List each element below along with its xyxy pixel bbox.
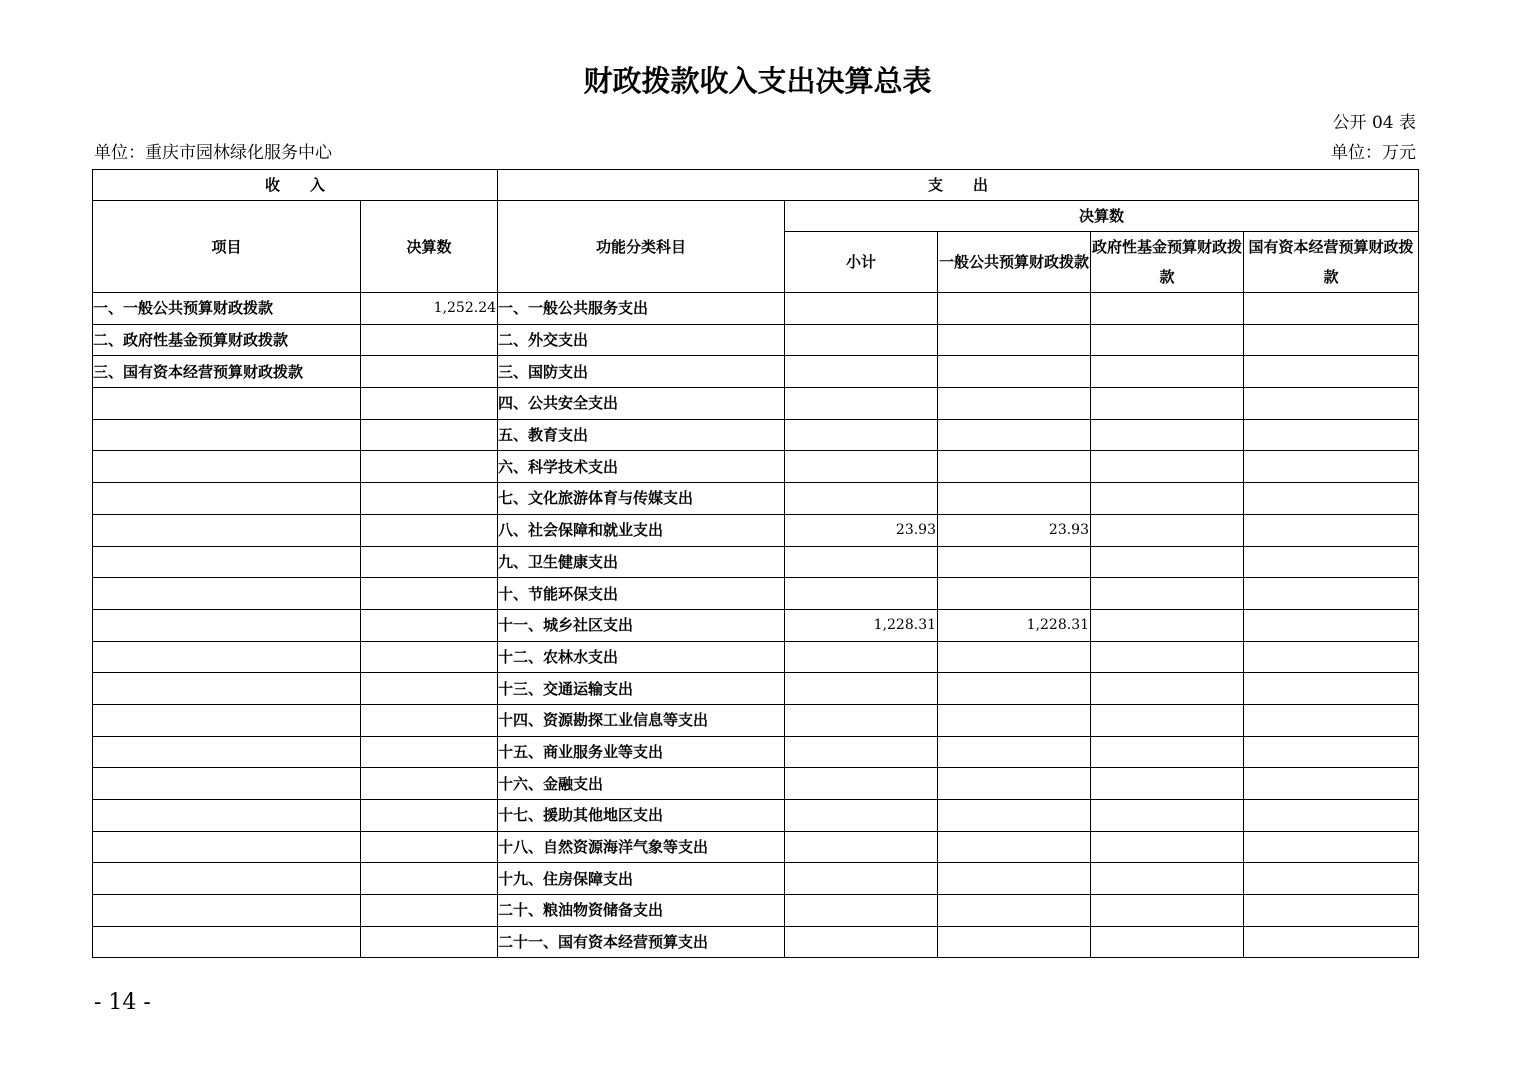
subtotal-cell: [785, 388, 938, 420]
general-budget-cell: [938, 324, 1091, 356]
page-number: - 14 -: [94, 990, 151, 1015]
subtotal-cell: [785, 831, 938, 863]
gov-fund-cell: [1091, 926, 1244, 958]
table-row: [93, 641, 1419, 673]
income-amount-cell: [361, 578, 498, 610]
state-capital-cell: [1244, 831, 1419, 863]
subtotal-cell: [785, 736, 938, 768]
table-row: [93, 514, 1419, 546]
income-amount-cell: [361, 863, 498, 895]
expense-item-cell: 三、国防支出: [498, 356, 785, 388]
income-item-cell: [93, 736, 361, 768]
general-budget-cell: [938, 293, 1091, 325]
state-capital-cell: [1244, 704, 1419, 736]
gov-fund-cell: [1091, 578, 1244, 610]
income-amount-cell: [361, 673, 498, 705]
income-item-cell: [93, 768, 361, 800]
budget-table: [92, 169, 1419, 958]
expense-item-cell: 十八、自然资源海洋气象等支出: [498, 831, 785, 863]
general-budget-cell: [938, 546, 1091, 578]
header-final-amount: 决算数: [785, 201, 1419, 232]
general-budget-cell: [938, 831, 1091, 863]
income-item-cell: [93, 895, 361, 927]
income-item-cell: 二、政府性基金预算财政拨款: [93, 324, 361, 356]
gov-fund-cell: [1091, 388, 1244, 420]
subtotal-cell: 1,228.31: [785, 609, 938, 641]
subtotal-cell: [785, 926, 938, 958]
subtotal-cell: [785, 704, 938, 736]
expense-item-cell: 十、节能环保支出: [498, 578, 785, 610]
gov-fund-cell: [1091, 483, 1244, 515]
state-capital-cell: [1244, 641, 1419, 673]
general-budget-cell: [938, 704, 1091, 736]
table-row: [93, 609, 1419, 641]
income-amount-cell: [361, 800, 498, 832]
gov-fund-cell: [1091, 293, 1244, 325]
income-item-cell: [93, 451, 361, 483]
subtotal-cell: [785, 324, 938, 356]
state-capital-cell: [1244, 388, 1419, 420]
expense-item-cell: 十三、交通运输支出: [498, 673, 785, 705]
state-capital-cell: [1244, 800, 1419, 832]
state-capital-cell: [1244, 356, 1419, 388]
table-row: [93, 388, 1419, 420]
table-row: [93, 578, 1419, 610]
general-budget-cell: [938, 926, 1091, 958]
header-func-category: 功能分类科目: [498, 201, 785, 293]
state-capital-cell: [1244, 324, 1419, 356]
gov-fund-cell: [1091, 704, 1244, 736]
general-budget-cell: [938, 356, 1091, 388]
table-row: [93, 800, 1419, 832]
state-capital-cell: [1244, 895, 1419, 927]
table-row: [93, 293, 1419, 325]
gov-fund-cell: [1091, 641, 1244, 673]
income-item-cell: [93, 800, 361, 832]
header-amount: 决算数: [361, 201, 498, 293]
general-budget-cell: [938, 768, 1091, 800]
general-budget-cell: 1,228.31: [938, 609, 1091, 641]
table-row: [93, 863, 1419, 895]
state-capital-cell: [1244, 546, 1419, 578]
gov-fund-cell: [1091, 609, 1244, 641]
expense-item-cell: 十六、金融支出: [498, 768, 785, 800]
general-budget-cell: [938, 419, 1091, 451]
state-capital-cell: [1244, 926, 1419, 958]
general-budget-cell: [938, 641, 1091, 673]
income-item-cell: [93, 831, 361, 863]
general-budget-cell: 23.93: [938, 514, 1091, 546]
table-row: [93, 895, 1419, 927]
income-amount-cell: [361, 768, 498, 800]
gov-fund-cell: [1091, 831, 1244, 863]
gov-fund-cell: [1091, 514, 1244, 546]
income-amount-cell: [361, 388, 498, 420]
income-amount-cell: [361, 546, 498, 578]
table-row: [93, 831, 1419, 863]
state-capital-cell: [1244, 419, 1419, 451]
subtotal-cell: [785, 673, 938, 705]
general-budget-cell: [938, 578, 1091, 610]
table-row: [93, 704, 1419, 736]
subtotal-cell: [785, 356, 938, 388]
general-budget-cell: [938, 895, 1091, 927]
header-subtotal: 小计: [785, 232, 938, 293]
table-row: [93, 673, 1419, 705]
subtotal-cell: [785, 895, 938, 927]
income-item-cell: [93, 609, 361, 641]
expense-item-cell: 二十、粮油物资储备支出: [498, 895, 785, 927]
gov-fund-cell: [1091, 451, 1244, 483]
gov-fund-cell: [1091, 895, 1244, 927]
expense-item-cell: 十九、住房保障支出: [498, 863, 785, 895]
income-amount-cell: 1,252.24: [361, 293, 498, 325]
subtotal-cell: [785, 578, 938, 610]
subtotal-cell: [785, 451, 938, 483]
income-item-cell: [93, 641, 361, 673]
header-expense: 支 出: [498, 170, 1419, 201]
table-row: [93, 926, 1419, 958]
expense-item-cell: 七、文化旅游体育与传媒支出: [498, 483, 785, 515]
state-capital-cell: [1244, 736, 1419, 768]
subtotal-cell: [785, 863, 938, 895]
expense-item-cell: 二、外交支出: [498, 324, 785, 356]
general-budget-cell: [938, 800, 1091, 832]
table-row: [93, 483, 1419, 515]
table-row: [93, 451, 1419, 483]
state-capital-cell: [1244, 863, 1419, 895]
gov-fund-cell: [1091, 546, 1244, 578]
income-item-cell: [93, 673, 361, 705]
subtotal-cell: [785, 293, 938, 325]
header-income: 收 入: [93, 170, 498, 201]
general-budget-cell: [938, 736, 1091, 768]
income-amount-cell: [361, 895, 498, 927]
header-item: 项目: [93, 201, 361, 293]
general-budget-cell: [938, 451, 1091, 483]
form-code: 公开 04 表: [1332, 113, 1416, 133]
income-item-cell: [93, 704, 361, 736]
gov-fund-cell: [1091, 768, 1244, 800]
expense-item-cell: 八、社会保障和就业支出: [498, 514, 785, 546]
income-amount-cell: [361, 483, 498, 515]
gov-fund-cell: [1091, 419, 1244, 451]
subtotal-cell: [785, 768, 938, 800]
gov-fund-cell: [1091, 356, 1244, 388]
state-capital-cell: [1244, 483, 1419, 515]
expense-item-cell: 五、教育支出: [498, 419, 785, 451]
income-amount-cell: [361, 514, 498, 546]
income-amount-cell: [361, 356, 498, 388]
table-row: [93, 419, 1419, 451]
expense-item-cell: 十四、资源勘探工业信息等支出: [498, 704, 785, 736]
table-row: [93, 546, 1419, 578]
gov-fund-cell: [1091, 673, 1244, 705]
expense-item-cell: 十七、援助其他地区支出: [498, 800, 785, 832]
state-capital-cell: [1244, 673, 1419, 705]
income-amount-cell: [361, 704, 498, 736]
expense-item-cell: 四、公共安全支出: [498, 388, 785, 420]
subtotal-cell: [785, 641, 938, 673]
subtotal-cell: [785, 546, 938, 578]
unit-currency: 单位：万元: [1331, 143, 1416, 163]
income-item-cell: [93, 863, 361, 895]
income-amount-cell: [361, 609, 498, 641]
state-capital-cell: [1244, 578, 1419, 610]
income-item-cell: [93, 514, 361, 546]
header-gov-fund: 政府性基金预算财政拨款: [1091, 232, 1244, 293]
subtotal-cell: [785, 419, 938, 451]
table-row: [93, 736, 1419, 768]
subtotal-cell: [785, 800, 938, 832]
income-item-cell: [93, 483, 361, 515]
income-item-cell: [93, 388, 361, 420]
income-amount-cell: [361, 926, 498, 958]
general-budget-cell: [938, 483, 1091, 515]
expense-item-cell: 十五、商业服务业等支出: [498, 736, 785, 768]
income-amount-cell: [361, 736, 498, 768]
expense-item-cell: 一、一般公共服务支出: [498, 293, 785, 325]
unit-organization: 单位：重庆市园林绿化服务中心: [94, 143, 332, 163]
expense-item-cell: 九、卫生健康支出: [498, 546, 785, 578]
income-item-cell: [93, 578, 361, 610]
state-capital-cell: [1244, 609, 1419, 641]
income-amount-cell: [361, 641, 498, 673]
gov-fund-cell: [1091, 736, 1244, 768]
table-row: [93, 356, 1419, 388]
income-item-cell: 三、国有资本经营预算财政拨款: [93, 356, 361, 388]
expense-item-cell: 六、科学技术支出: [498, 451, 785, 483]
expense-item-cell: 二十一、国有资本经营预算支出: [498, 926, 785, 958]
income-item-cell: [93, 419, 361, 451]
income-amount-cell: [361, 451, 498, 483]
gov-fund-cell: [1091, 800, 1244, 832]
subtotal-cell: [785, 483, 938, 515]
income-amount-cell: [361, 831, 498, 863]
general-budget-cell: [938, 673, 1091, 705]
income-item-cell: [93, 546, 361, 578]
expense-item-cell: 十二、农林水支出: [498, 641, 785, 673]
income-item-cell: [93, 926, 361, 958]
gov-fund-cell: [1091, 863, 1244, 895]
header-state-capital: 国有资本经营预算财政拨款: [1244, 232, 1419, 293]
general-budget-cell: [938, 388, 1091, 420]
page-title: 财政拨款收入支出决算总表: [583, 64, 932, 98]
state-capital-cell: [1244, 293, 1419, 325]
subtotal-cell: 23.93: [785, 514, 938, 546]
table-row: [93, 768, 1419, 800]
state-capital-cell: [1244, 768, 1419, 800]
gov-fund-cell: [1091, 324, 1244, 356]
table-row: [93, 324, 1419, 356]
expense-item-cell: 十一、城乡社区支出: [498, 609, 785, 641]
state-capital-cell: [1244, 514, 1419, 546]
income-item-cell: 一、一般公共预算财政拨款: [93, 293, 361, 325]
header-general-budget: 一般公共预算财政拨款: [938, 232, 1091, 293]
income-amount-cell: [361, 419, 498, 451]
income-amount-cell: [361, 324, 498, 356]
state-capital-cell: [1244, 451, 1419, 483]
general-budget-cell: [938, 863, 1091, 895]
